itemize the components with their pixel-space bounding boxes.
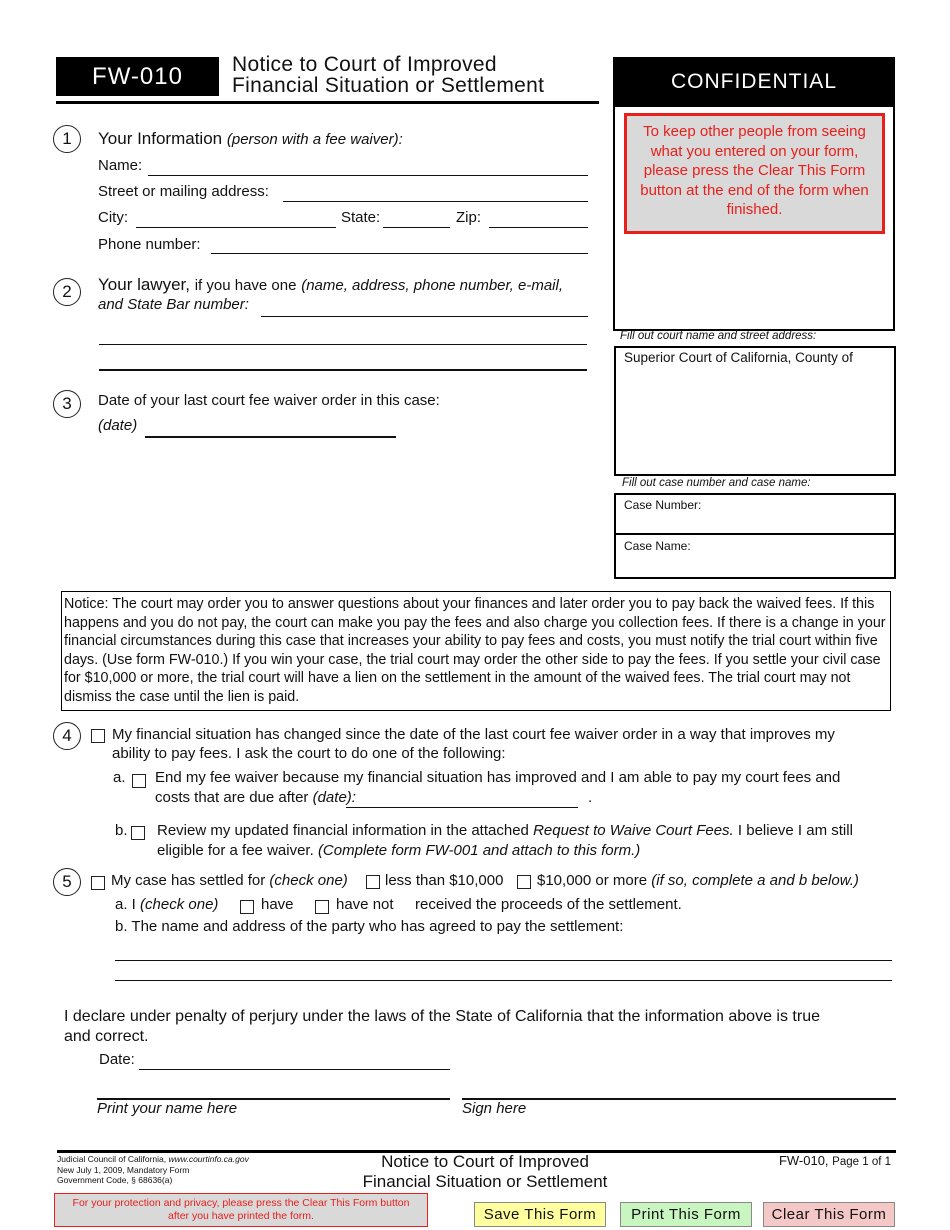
footer-form-ref: FW-010, (778, 1153, 829, 1168)
item4b-line1-post: I believe I am still (737, 822, 853, 839)
footer-page (779, 1153, 891, 1168)
item4-checkbox[interactable] (91, 729, 105, 743)
item5b-text: b. The name and address of the party who has agreed to pay the settlement: (115, 918, 624, 935)
phone-field[interactable] (211, 253, 588, 254)
item4a-line1: End my fee waiver because my financial situation has improved and I am able to pay my court fees and (155, 769, 841, 786)
declaration-line1: I declare under penalty of perjury under the laws of the State of California that the information above is true (64, 1008, 820, 1025)
item4b-line1 (157, 822, 853, 839)
10000-or-more-note: (if so, complete a and b below.) (651, 872, 859, 889)
lawyer-field-2[interactable] (99, 344, 587, 345)
item4b-line2-pre: eligible for a fee waiver. (157, 842, 314, 859)
confidential-heading: CONFIDENTIAL (615, 59, 893, 107)
footer-title-line2: Financial Situation or Settlement (362, 1172, 608, 1191)
court-name-value: Superior Court of California, County of (624, 350, 853, 365)
footer-info (57, 1154, 249, 1186)
clear-form-button[interactable]: Clear This Form (763, 1202, 895, 1227)
lawyer-field-1[interactable] (261, 316, 588, 317)
case-box (614, 493, 896, 579)
footer-council (57, 1154, 249, 1165)
item4b-line2 (157, 842, 640, 859)
item1-title-text: Your Information (98, 129, 223, 148)
item4b-letter: b. (115, 822, 128, 839)
item3-number: 3 (53, 390, 81, 418)
10000-or-more-text: $10,000 or more (537, 872, 648, 889)
court-name-field[interactable] (614, 346, 896, 476)
footer-council-url: www.courtinfo.ca.gov (168, 1154, 249, 1164)
declaration-date-field[interactable] (139, 1069, 450, 1070)
have-checkbox[interactable] (240, 900, 254, 914)
footer-page-number: Page 1 of 1 (832, 1156, 891, 1168)
notice-box: Notice: The court may order you to answer questions about your finances and later order you to pay back the waived fees. If this happens and you do not pay, the court can make you pay the fees and also charge you collection fees. If there is a change in your financial circumstances during this case that increases your ability to pay fees and costs, you must notify the trial court within five days. (Use form FW-010.) If you win your case, the trial court may order the other side to pay the fees. If you settle your civil case for $10,000 or more, the trial court will have a lien on the settlement in the amount of the waived fees. The trial court may not dismiss the case until the lien is paid. (61, 591, 891, 711)
have-label: have (261, 896, 294, 913)
form-title-line2: Financial Situation or Settlement (232, 74, 545, 97)
item4a-line2-text: costs that are due after (155, 789, 309, 806)
save-form-button[interactable]: Save This Form (474, 1202, 606, 1227)
name-field[interactable] (148, 175, 588, 176)
item5a-check-one: (check one) (140, 896, 219, 913)
item5a-post: received the proceeds of the settlement. (415, 896, 682, 913)
item4b-line2-note: (Complete form FW-001 and attach to this form.) (317, 842, 641, 859)
item4a-period: . (588, 789, 593, 806)
item4a-line2 (155, 789, 356, 806)
footer-council-name: Judicial Council of California, (57, 1154, 167, 1164)
court-hint: Fill out court name and street address: (620, 330, 817, 342)
privacy-notice: For your protection and privacy, please press the Clear This Form button after you have printed the form. (54, 1193, 428, 1227)
item5a-pre-text: a. I (115, 896, 136, 913)
item2-number: 2 (53, 278, 81, 306)
footer-revised: New July 1, 2009, Mandatory Form (57, 1164, 190, 1175)
10000-or-more-label (537, 872, 859, 889)
item5-number: 5 (53, 868, 81, 896)
item4-line1: My financial situation has changed since the date of the last court fee waiver order in a way that improves my (112, 726, 835, 743)
name-label: Name: (98, 157, 143, 174)
item2-sub-line1: (name, address, phone number, e-mail, (301, 277, 564, 294)
item1-title (98, 129, 403, 149)
item4a-checkbox[interactable] (132, 774, 146, 788)
case-hint: Fill out case number and case name: (622, 477, 811, 489)
item4a-date-label: (date): (312, 789, 356, 806)
phone-label: Phone number: (98, 236, 201, 253)
item2-title-text: Your lawyer, (98, 275, 190, 294)
signature-field[interactable] (462, 1098, 896, 1100)
item5a-pre (115, 896, 218, 913)
case-number-field[interactable]: Case Number: (616, 495, 894, 535)
item5-label-text: My case has settled for (111, 872, 266, 889)
have-not-checkbox[interactable] (315, 900, 329, 914)
footer-title (310, 1152, 660, 1192)
have-not-label: have not (336, 896, 394, 913)
state-field[interactable] (383, 227, 450, 228)
less-than-10000-label: less than $10,000 (385, 872, 504, 889)
clear-form-warning: To keep other people from seeing what you entered on your form, please press the Clear This Form button at the end of the form when finished. (624, 113, 885, 234)
header-rule (56, 101, 599, 104)
footer-code: Government Code, § 68636(a) (57, 1175, 173, 1185)
item4a-letter: a. (113, 769, 126, 786)
item2-title-rest: if you have one (194, 277, 297, 294)
item4b-form-name: Request to Waive Court Fees. (533, 822, 734, 839)
footer-title-line1: Notice to Court of Improved (381, 1152, 589, 1171)
print-name-label: Print your name here (97, 1100, 238, 1117)
item4-number: 4 (53, 722, 81, 750)
item2-sub-line2: and State Bar number: (98, 296, 249, 313)
item3-label: Date of your last court fee waiver order in this case: (98, 392, 440, 409)
item4b-checkbox[interactable] (131, 826, 145, 840)
declaration-date-label: Date: (99, 1051, 135, 1068)
item1-title-sub: (person with a fee waiver): (226, 131, 403, 148)
declaration-line2: and correct. (64, 1028, 149, 1045)
confidential-panel (613, 57, 895, 331)
settlement-party-field-1[interactable] (115, 960, 892, 961)
city-field[interactable] (136, 227, 336, 228)
item5-check-one: (check one) (269, 872, 348, 889)
item3-date-label: (date) (98, 417, 138, 434)
form-title-line1: Notice to Court of Improved (232, 53, 497, 76)
last-order-date-field[interactable] (145, 436, 396, 438)
case-name-field[interactable]: Case Name: (624, 539, 691, 553)
item4a-date-field[interactable] (346, 807, 578, 808)
zip-label: Zip: (456, 209, 482, 226)
form-title (232, 54, 544, 96)
sign-label: Sign here (462, 1100, 527, 1117)
street-field[interactable] (283, 201, 588, 202)
less-than-10000-checkbox[interactable] (366, 875, 380, 889)
item5-checkbox[interactable] (91, 876, 105, 890)
item2-title (98, 275, 563, 295)
lawyer-field-3[interactable] (99, 369, 587, 371)
street-label: Street or mailing address: (98, 183, 269, 200)
item4b-line1-pre: Review my updated financial information in the attached (157, 822, 529, 839)
item1-number: 1 (53, 125, 81, 153)
zip-field[interactable] (489, 227, 588, 228)
print-form-button[interactable]: Print This Form (620, 1202, 752, 1227)
item4-line2: ability to pay fees. I ask the court to do one of the following: (112, 745, 506, 762)
item5-label (111, 872, 348, 889)
settlement-party-field-2[interactable] (115, 980, 892, 981)
10000-or-more-checkbox[interactable] (517, 875, 531, 889)
form-id-box: FW-010 (56, 57, 219, 96)
city-label: City: (98, 209, 128, 226)
state-label: State: (341, 209, 381, 226)
